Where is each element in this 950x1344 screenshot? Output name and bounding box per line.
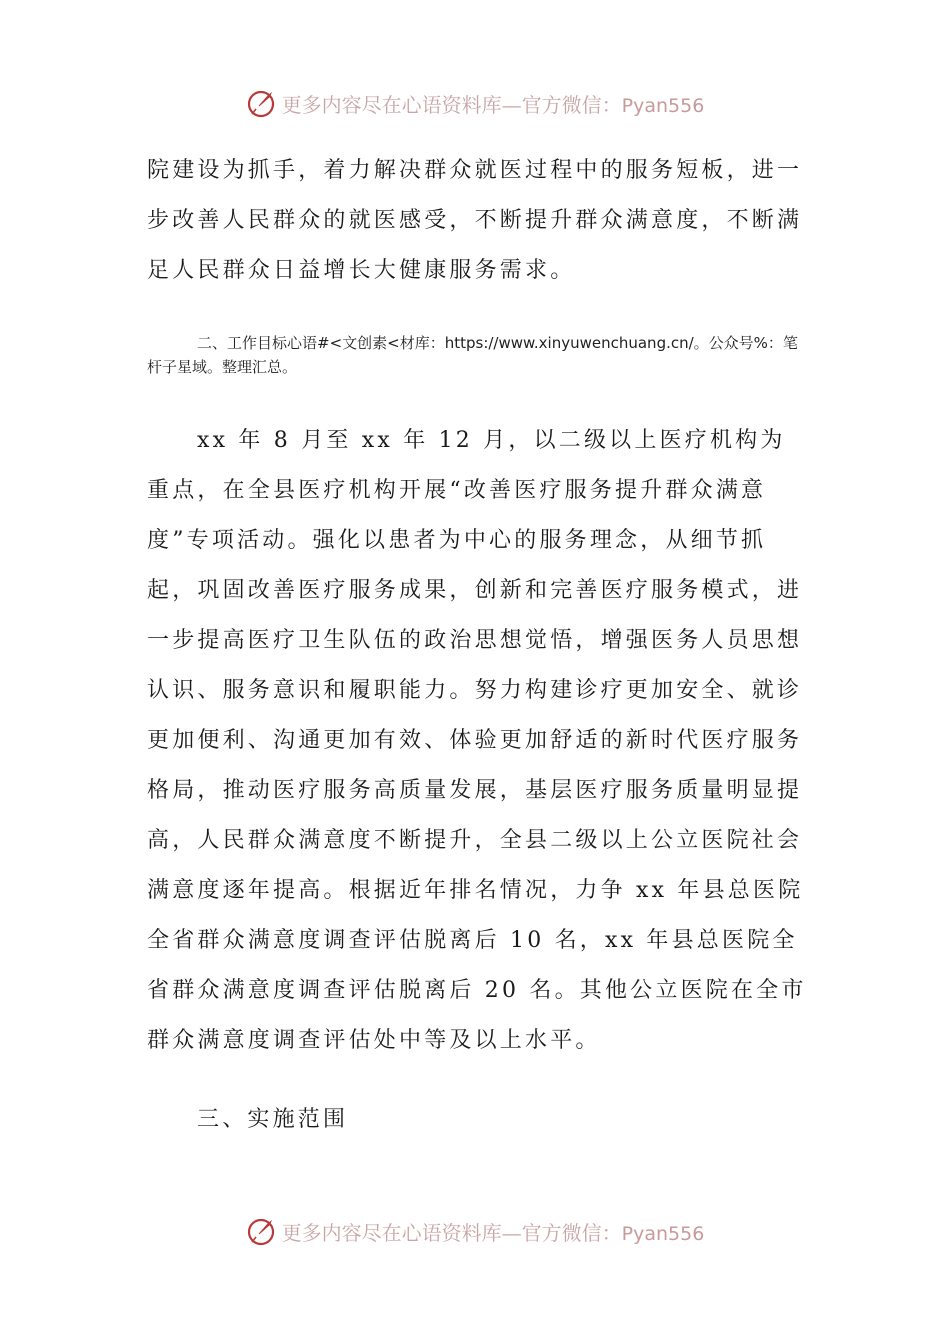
banner-text: 更多内容尽在心语资料库—官方微信：Pyan556 (281, 92, 705, 117)
wechat-id: Pyan556 (621, 1222, 705, 1245)
footer-banner (0, 1211, 950, 1251)
section2-heading: 二、工作目标心语#<文创素<材库：https://www.xinyuwenchuang.cn/。公众号%：笔杆子星域。整理汇总。 (147, 334, 798, 376)
header-banner (0, 83, 950, 123)
banner-text: 更多内容尽在心语资料库—官方微信：Pyan556 (281, 1220, 705, 1245)
section2-body: xx 年 8 月至 xx 年 12 月，以二级以上医疗机构为重点，在全县医疗机构开展“改善医疗服务提升群众满意度”专项活动。强化以患者为中心的服务理念，从细节抓起，巩固改善医疗服务成果，创新和完善医疗服务模式，进一步提高医疗卫生队伍的政治思想觉悟，增强医务人员思想认识、服务意识和履职能力。努力构建诊疗更加安全、就诊更加便利、沟通更加有效、体验更加舒适的新时代医疗服务格局，推动医疗服务高质量发展，基层医疗服务质量明显提高，人民群众满意度不断提升，全县二级以上公立医院社会满意度逐年提高。根据近年排名情况，力争 xx 年县总医院全省群众满意度调查评估脱离后 10 名，xx 年县总医院全省群众满意度调查评估脱离后 20 名。其他公立医院在全市群众满意度调查评估处中等及以上水平。 (147, 428, 807, 1053)
quill-logo-icon (246, 87, 278, 119)
quill-logo-icon (246, 1215, 278, 1247)
section3-heading: 三、实施范围 (197, 1107, 349, 1132)
intro-paragraph: 院建设为抓手，着力解决群众就医过程中的服务短板，进一步改善人民群众的就医感受，不断提升群众满意度，不断满足人民群众日益增长大健康服务需求。 (147, 158, 803, 283)
wechat-id: Pyan556 (621, 94, 705, 117)
